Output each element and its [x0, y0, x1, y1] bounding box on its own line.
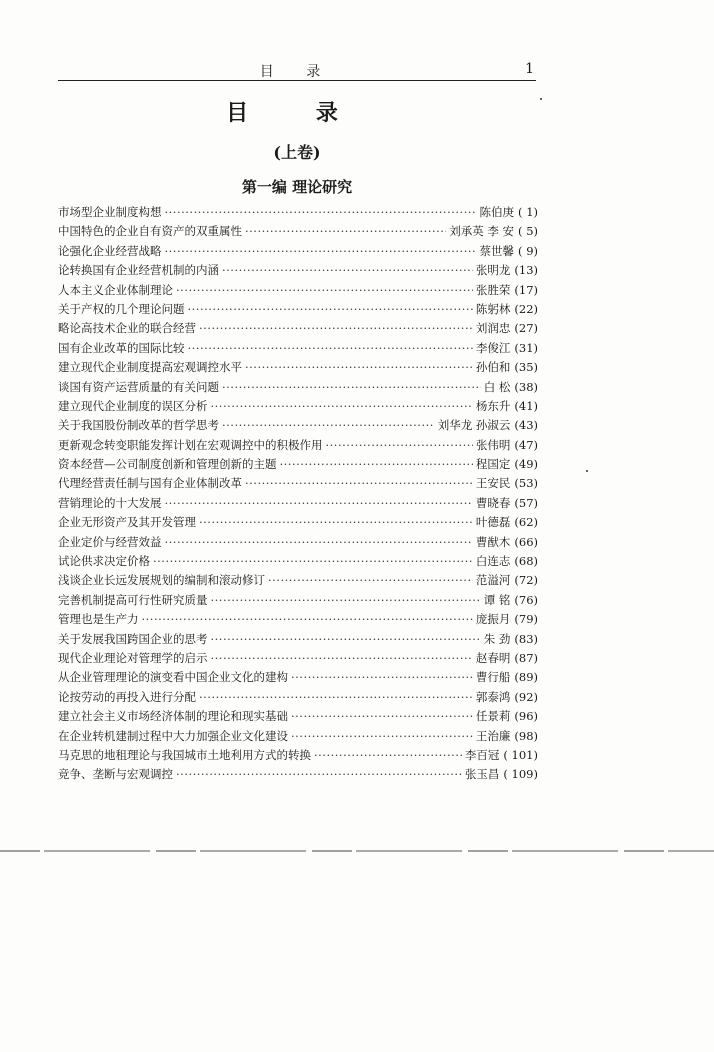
toc-entry-author: 程国定 [475, 457, 511, 472]
toc-entry [58, 378, 538, 397]
toc-entry-title: 管理也是生产力 [58, 612, 139, 627]
toc-entry-author: 杨东升 [475, 398, 511, 413]
toc-entry-page: (47) [514, 437, 538, 452]
toc-entry [58, 300, 538, 319]
toc-leader-dots [314, 746, 462, 765]
toc-entry-page: (92) [514, 689, 538, 704]
toc-entry-title: 建立现代企业制度提高宏观调控水平 [58, 360, 242, 375]
toc-entry-title: 代理经营责任制与国有企业体制改革 [58, 476, 242, 491]
toc-leader-dots [199, 688, 473, 707]
toc-entry [58, 203, 538, 222]
toc-leader-dots [165, 533, 473, 552]
running-header-title: 目 录 [259, 64, 335, 80]
toc-entry-author: 张胜荣 [475, 282, 511, 297]
toc-entry-title: 关于我国股份制改革的哲学思考 [58, 418, 219, 433]
toc-entry [58, 649, 538, 668]
scan-speck [540, 98, 542, 100]
toc-entry [58, 339, 538, 358]
toc-entry-title: 国有企业改革的国际比较 [58, 340, 185, 355]
toc-entry [58, 416, 538, 435]
toc-entry-page: ( 109) [503, 767, 538, 782]
page-bottom-rule [0, 850, 714, 852]
toc-entry [58, 765, 538, 784]
toc-leader-dots [291, 668, 473, 687]
toc-entry-author: 曹行船 [475, 670, 511, 685]
toc-leader-dots [188, 300, 473, 319]
toc-entry-author: 郭泰鸿 [475, 689, 511, 704]
toc-leader-dots [165, 494, 473, 513]
toc-entry-page: (87) [514, 650, 538, 665]
toc-leader-dots [211, 630, 481, 649]
toc-entry-author: 叶德磊 [475, 515, 511, 530]
toc-entry-page: ( 5) [518, 224, 538, 239]
toc-entry-author: 曹猷木 [475, 534, 511, 549]
toc-entry-author: 陈躬林 [475, 301, 511, 316]
toc-leader-dots [153, 552, 473, 571]
toc-entry-title: 浅谈企业长远发展规划的编制和滚动修订 [58, 573, 265, 588]
toc-entry [58, 571, 538, 590]
toc-entry-title: 马克思的地租理论与我国城市土地利用方式的转换 [58, 747, 311, 762]
toc-entry-title: 企业无形资产及其开发管理 [58, 515, 196, 530]
toc-entry [58, 668, 538, 687]
toc-entry-author: 任景莉 [475, 709, 511, 724]
toc-entry-title: 建立现代企业制度的误区分析 [58, 398, 208, 413]
toc-leader-dots [176, 281, 473, 300]
toc-entry [58, 707, 538, 726]
toc-entry [58, 319, 538, 338]
toc-leader-dots [188, 339, 473, 358]
toc-entry-page: (41) [514, 398, 538, 413]
toc-entry-page: (89) [514, 670, 538, 685]
toc-entry-page: (72) [514, 573, 538, 588]
toc-entry-page: (57) [514, 495, 538, 510]
toc-leader-dots [222, 378, 481, 397]
toc-entry [58, 630, 538, 649]
toc-entry-page: (17) [514, 282, 538, 297]
toc-entry-title: 谈国有资产运营质量的有关问题 [58, 379, 219, 394]
toc-leader-dots [199, 513, 473, 532]
toc-entry-author: 张玉昌 [464, 767, 500, 782]
toc-entry-title: 更新观念转变职能发挥计划在宏观调控中的积极作用 [58, 437, 323, 452]
toc-leader-dots [176, 765, 462, 784]
toc-entry [58, 513, 538, 532]
toc-entry [58, 688, 538, 707]
toc-entry-author: 白连志 [475, 554, 511, 569]
toc-entry-page: (13) [514, 263, 538, 278]
toc-leader-dots [211, 649, 473, 668]
toc-entry-author: 李俊江 [475, 340, 511, 355]
toc-entry-title: 竞争、垄断与宏观调控 [58, 767, 173, 782]
toc-leader-dots [211, 591, 481, 610]
toc-entry-author: 刘润忠 [475, 321, 511, 336]
toc-entry-page: (35) [514, 360, 538, 375]
toc-entry-title: 关于产权的几个理论问题 [58, 301, 185, 316]
toc-entry-page: (22) [514, 301, 538, 316]
toc-entry [58, 533, 538, 552]
toc-entry [58, 474, 538, 493]
toc-entry-page: ( 9) [518, 243, 538, 258]
toc-entry-page: (68) [514, 554, 538, 569]
toc-entry-page: (43) [514, 418, 538, 433]
toc-entry-page: (76) [514, 592, 538, 607]
toc-list [58, 203, 538, 785]
toc-entry-page: (49) [514, 457, 538, 472]
toc-entry-page: (31) [514, 340, 538, 355]
toc-entry-title: 现代企业理论对管理学的启示 [58, 650, 208, 665]
toc-entry-page: (53) [514, 476, 538, 491]
toc-entry-page: (62) [514, 515, 538, 530]
toc-leader-dots [222, 261, 473, 280]
toc-entry-title: 中国特色的企业自有资产的双重属性 [58, 224, 242, 239]
toc-entry-author: 庞振月 [475, 612, 511, 627]
toc-leader-dots [199, 319, 473, 338]
toc-leader-dots [142, 610, 473, 629]
toc-leader-dots [211, 397, 473, 416]
toc-entry-page: (83) [514, 631, 538, 646]
toc-entry-title: 试论供求决定价格 [58, 554, 150, 569]
toc-entry [58, 455, 538, 474]
toc-entry [58, 727, 538, 746]
toc-leader-dots [222, 416, 435, 435]
toc-entry-title: 企业定价与经营效益 [58, 534, 162, 549]
toc-entry-page: (79) [514, 612, 538, 627]
toc-entry-author: 赵春明 [475, 650, 511, 665]
toc-entry-title: 论按劳动的再投入进行分配 [58, 689, 196, 704]
toc-entry-author: 王治廉 [475, 728, 511, 743]
toc-entry-page: (27) [514, 321, 538, 336]
toc-entry-author: 李百冠 [464, 747, 500, 762]
toc-entry-title: 论转换国有企业经营机制的内涵 [58, 263, 219, 278]
toc-entry [58, 610, 538, 629]
toc-entry [58, 222, 538, 241]
toc-leader-dots [280, 455, 473, 474]
toc-entry-title: 市场型企业制度构想 [58, 205, 162, 219]
toc-entry [58, 358, 538, 377]
toc-entry-author: 白 松 [483, 379, 511, 394]
toc-entry-author: 张伟明 [475, 437, 511, 452]
toc-entry-page: (66) [514, 534, 538, 549]
toc-entry-author: 陈伯庚 [479, 205, 515, 219]
toc-entry-title: 论强化企业经营战略 [58, 243, 162, 258]
toc-leader-dots [165, 242, 477, 261]
toc-leader-dots [165, 203, 477, 222]
toc-entry-title: 在企业转机建制过程中大力加强企业文化建设 [58, 728, 288, 743]
toc-leader-dots [245, 474, 473, 493]
toc-entry-page: ( 1) [518, 205, 538, 219]
toc-entry-author: 孙伯和 [475, 360, 511, 375]
toc-entry [58, 746, 538, 765]
toc-entry [58, 591, 538, 610]
part-heading: 第一编 理论研究 [241, 178, 353, 196]
toc-entry-author: 张明龙 [475, 263, 511, 278]
volume-label: (上卷) [273, 143, 321, 162]
toc-entry-page: (38) [514, 379, 538, 394]
toc-entry [58, 436, 538, 455]
toc-entry-title: 略论高技术企业的联合经营 [58, 321, 196, 336]
running-header [58, 60, 536, 81]
toc-leader-dots [326, 436, 473, 455]
toc-entry-title: 资本经营—公司制度创新和管理创新的主题 [58, 457, 277, 472]
toc-entry-page: (96) [514, 709, 538, 724]
toc-leader-dots [245, 222, 446, 241]
toc-leader-dots [268, 571, 473, 590]
toc-entry [58, 281, 538, 300]
page-title: 目 录 [226, 100, 368, 126]
toc-entry-page: (98) [514, 728, 538, 743]
toc-entry-author: 刘华龙 孙淑云 [437, 418, 511, 433]
toc-entry-author: 刘承英 李 安 [449, 224, 515, 239]
toc-entry [58, 261, 538, 280]
toc-entry [58, 242, 538, 261]
toc-entry-title: 完善机制提高可行性研究质量 [58, 592, 208, 607]
toc-entry-author: 朱 劲 [483, 631, 511, 646]
toc-entry-title: 从企业管理理论的演变看中国企业文化的建构 [58, 670, 288, 685]
toc-entry-author: 范溢河 [475, 573, 511, 588]
scan-speck [586, 470, 588, 472]
toc-entry-title: 营销理论的十大发展 [58, 495, 162, 510]
page-number: 1 [525, 61, 534, 77]
toc-entry-title: 建立社会主义市场经济体制的理论和现实基础 [58, 709, 288, 724]
toc-entry [58, 397, 538, 416]
toc-leader-dots [291, 727, 473, 746]
toc-leader-dots [245, 358, 473, 377]
toc-entry-title: 人本主义企业体制理论 [58, 282, 173, 297]
toc-leader-dots [291, 707, 473, 726]
toc-entry-author: 蔡世馨 [479, 243, 515, 258]
toc-entry-title: 关于发展我国跨国企业的思考 [58, 631, 208, 646]
toc-entry [58, 494, 538, 513]
toc-entry [58, 552, 538, 571]
toc-entry-author: 王安民 [475, 476, 511, 491]
toc-entry-page: ( 101) [503, 747, 538, 762]
toc-entry-author: 曹晓春 [475, 495, 511, 510]
toc-entry-author: 谭 铭 [483, 592, 511, 607]
